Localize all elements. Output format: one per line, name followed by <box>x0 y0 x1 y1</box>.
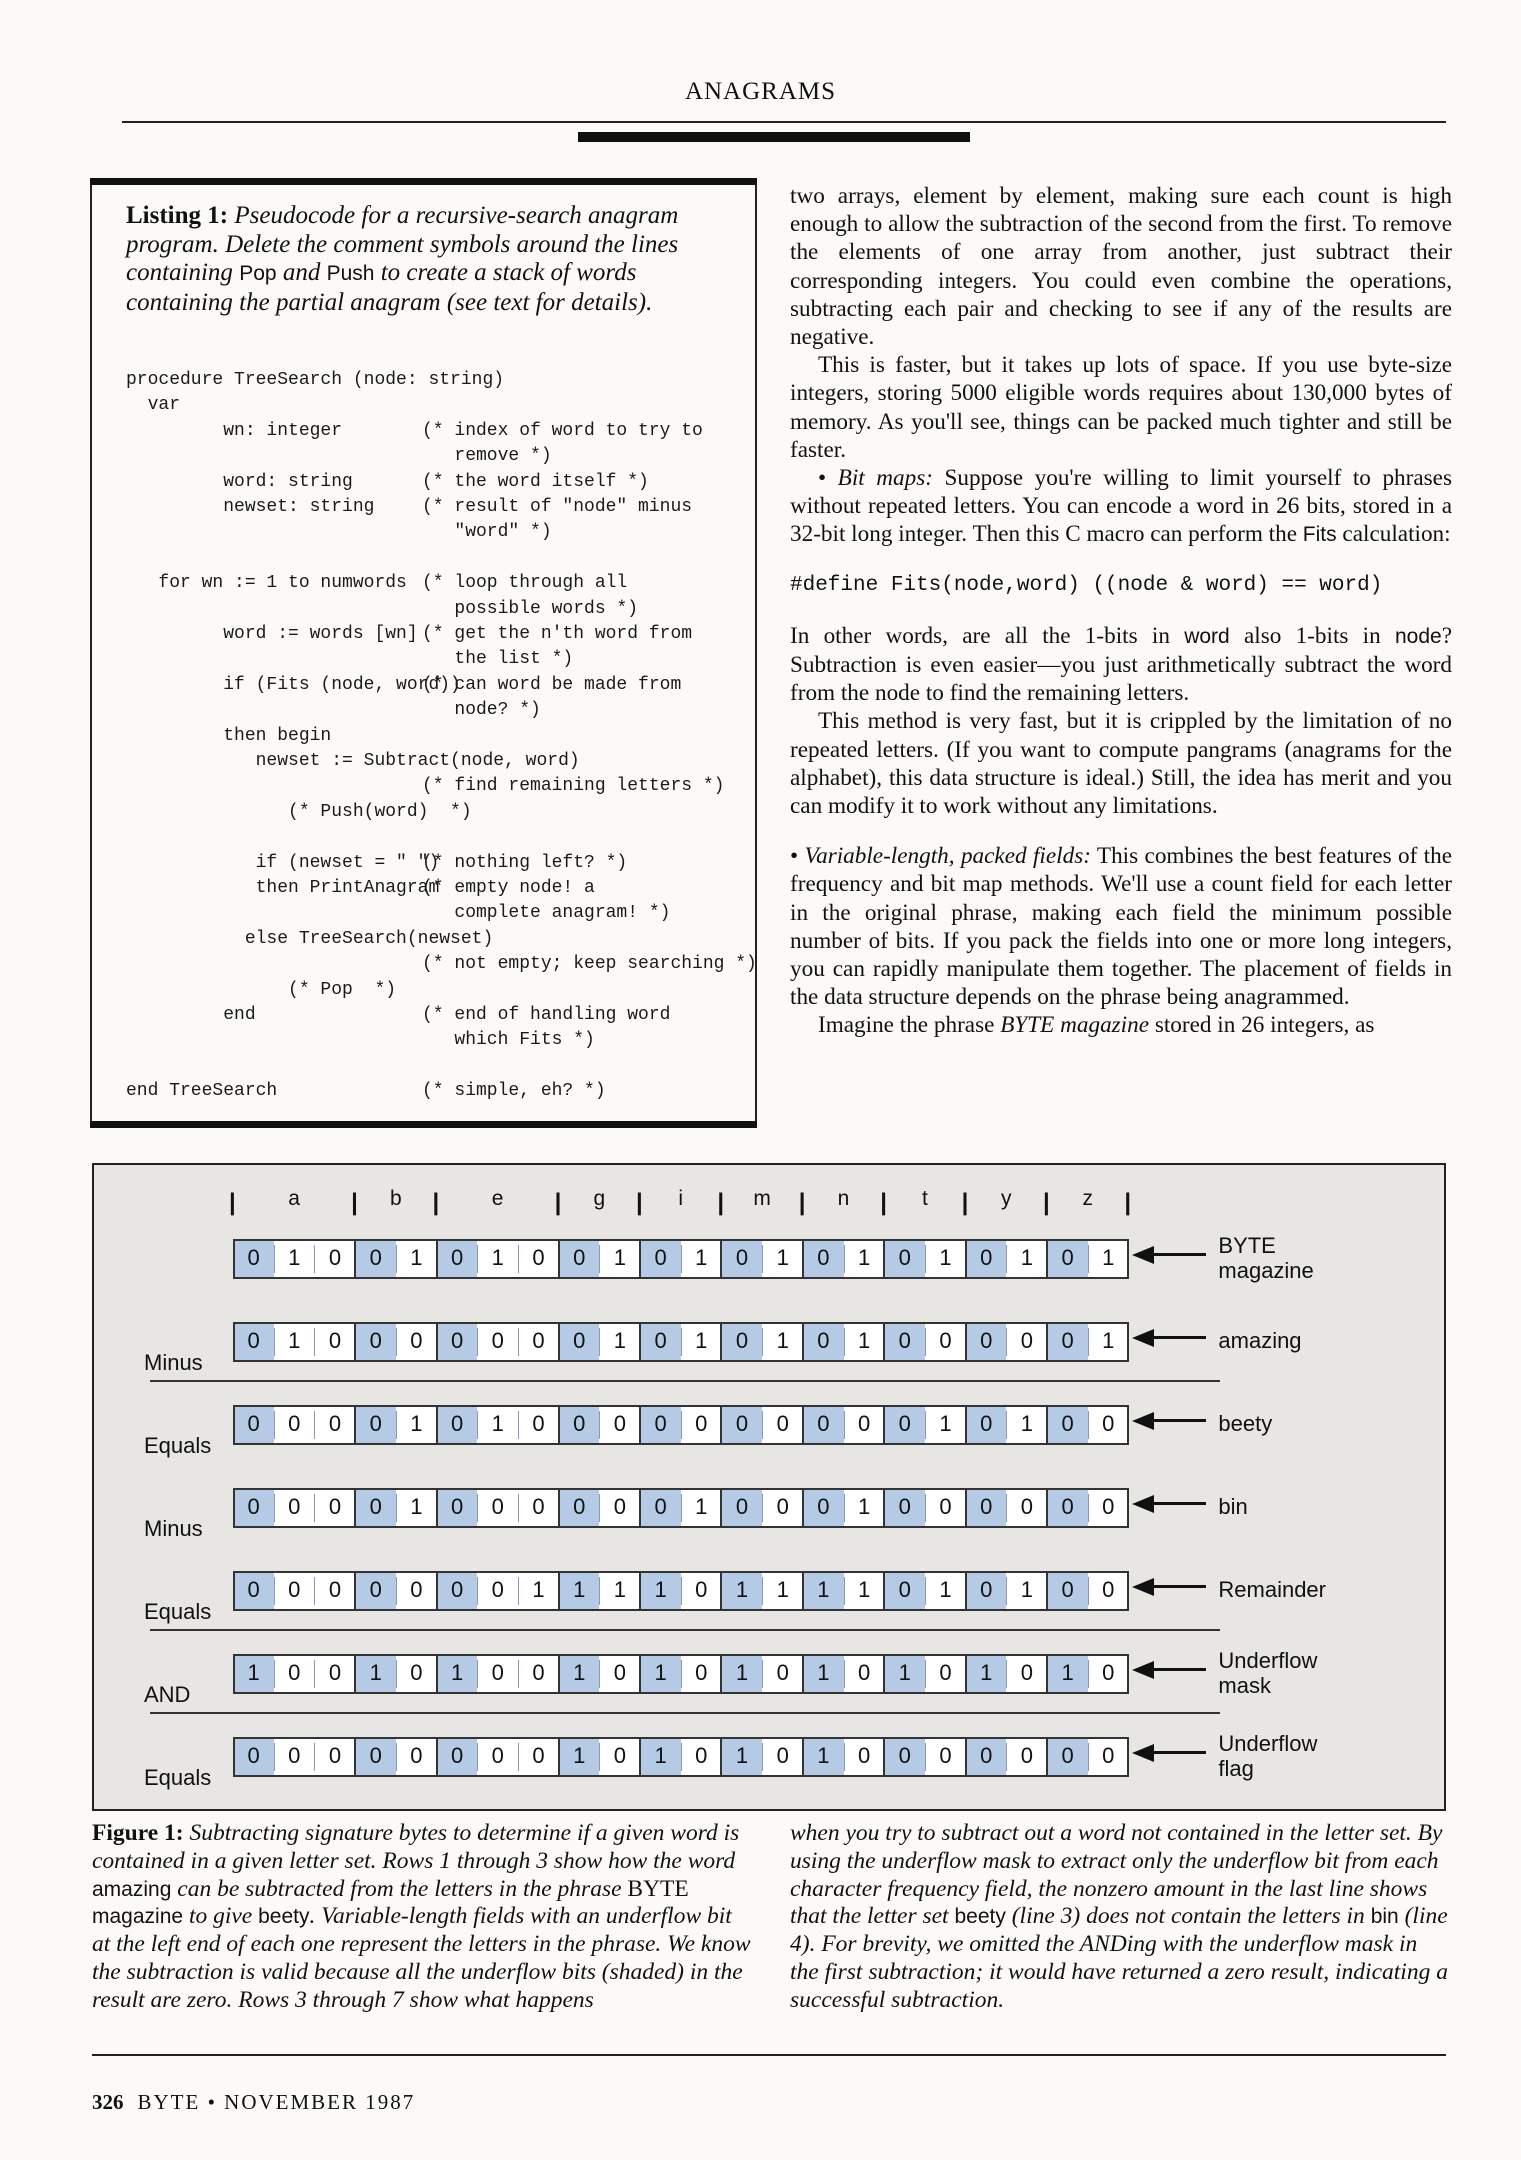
underflow-bit: 0 <box>559 1239 600 1279</box>
underflow-bit: 0 <box>437 1737 478 1777</box>
count-bit: 0 <box>314 1654 355 1694</box>
listing-caption-text: and <box>276 259 327 286</box>
operation-label: Equals <box>144 1765 212 1790</box>
count-bit: 1 <box>599 1239 640 1279</box>
figure-label: Figure 1: <box>92 1820 184 1846</box>
count-bit: 1 <box>762 1322 803 1362</box>
count-bit: 0 <box>314 1571 355 1611</box>
caption-text: when you try to subtract out a word not contained in the letter set. By using the underflow mask to extract only the underflow bit from each character frequency field, the nonzero amount in the last line shows that the letter set <box>790 1820 1443 1930</box>
underflow-bit: 0 <box>966 1488 1007 1528</box>
code-line: else TreeSearch(newset) <box>126 928 494 949</box>
count-bit: 0 <box>518 1737 559 1777</box>
count-bit: 0 <box>762 1737 803 1777</box>
paragraph <box>790 1011 1452 1039</box>
folio <box>92 2090 415 2115</box>
underflow-bit: 0 <box>640 1239 681 1279</box>
count-bit: 0 <box>925 1737 966 1777</box>
count-bit: 0 <box>274 1405 315 1445</box>
count-bit: 0 <box>518 1405 559 1445</box>
count-bit: 1 <box>681 1488 722 1528</box>
underflow-bit: 0 <box>233 1405 274 1445</box>
term: Variable-length, packed fields: <box>804 843 1091 870</box>
underflow-bit: 1 <box>884 1654 925 1694</box>
count-bit: 0 <box>518 1239 559 1279</box>
count-bit: 1 <box>844 1488 885 1528</box>
count-bit: 0 <box>477 1322 518 1362</box>
code-comment: (* not empty; keep searching *) <box>422 954 757 975</box>
underflow-bit: 1 <box>640 1654 681 1694</box>
count-bit: 0 <box>844 1654 885 1694</box>
row-description-line: Underflow <box>1218 1648 1318 1673</box>
underflow-bit: 1 <box>233 1654 274 1694</box>
underflow-bit: 0 <box>803 1322 844 1362</box>
listing-caption-text: Pseudocode for a recursive-search anagram program. Delete the comment symbols around the lines containing <box>126 202 679 286</box>
count-bit: 0 <box>681 1405 722 1445</box>
caption-text: amazing <box>92 1877 172 1901</box>
underflow-bit: 0 <box>437 1239 478 1279</box>
bullet: • <box>818 465 838 492</box>
count-bit: 0 <box>1088 1654 1129 1694</box>
listing-caption-pop: Pop <box>239 262 277 285</box>
count-bit: 1 <box>396 1405 437 1445</box>
column-separator: | <box>432 1189 440 1216</box>
count-bit: 0 <box>274 1571 315 1611</box>
code-line: (* Push(word) *) <box>126 801 472 822</box>
count-bit: 0 <box>274 1488 315 1528</box>
operation-label: Minus <box>144 1516 203 1541</box>
code-line: word := words [wn] <box>126 624 418 644</box>
body-text-column <box>790 182 1452 1040</box>
count-bit: 0 <box>274 1737 315 1777</box>
listing-caption <box>126 202 726 317</box>
listing-caption-push: Push <box>326 262 375 285</box>
count-bit: 1 <box>925 1239 966 1279</box>
underflow-bit: 0 <box>966 1322 1007 1362</box>
count-bit: 1 <box>518 1571 559 1611</box>
count-bit: 1 <box>274 1322 315 1362</box>
underflow-bit: 1 <box>721 1654 762 1694</box>
column-letter: e <box>491 1187 504 1210</box>
underflow-bit: 0 <box>559 1488 600 1528</box>
caption-text: BYTE <box>627 1875 689 1902</box>
figure-1 <box>92 1163 1446 1811</box>
caption-text: beety <box>954 1905 1006 1929</box>
text: This combines the best features of the frequency and bit map methods. We'll use a count field for each letter in the original phrase, making each field the minimum possible number of bits. If you pack the fields into one or more long integers, you can rapidly manipulate them together. The placement of fields in the data structure depends on the phrase being anagrammed. <box>790 843 1453 1011</box>
underflow-bit: 0 <box>966 1737 1007 1777</box>
underflow-bit: 1 <box>1047 1654 1088 1694</box>
operation-label: AND <box>144 1682 191 1707</box>
column-separator: | <box>1124 1189 1132 1216</box>
count-bit: 0 <box>599 1737 640 1777</box>
column-separator: | <box>554 1189 562 1216</box>
count-bit: 0 <box>314 1488 355 1528</box>
magazine-info: BYTE • NOVEMBER 1987 <box>137 2090 416 2114</box>
column-letter: y <box>1001 1187 1012 1210</box>
paragraph <box>790 464 1452 550</box>
count-bit: 1 <box>925 1571 966 1611</box>
underflow-bit: 0 <box>884 1571 925 1611</box>
code-line: if (newset = " ") <box>126 852 440 873</box>
underflow-bit: 0 <box>966 1571 1007 1611</box>
code-line: end TreeSearch <box>126 1081 278 1102</box>
underflow-bit: 1 <box>803 1654 844 1694</box>
text: also 1-bits in <box>1229 622 1395 649</box>
code-line: procedure TreeSearch (node: string) <box>126 370 505 390</box>
underflow-bit: 0 <box>437 1488 478 1528</box>
count-bit: 0 <box>477 1488 518 1528</box>
caption-text: bin <box>1370 1905 1399 1929</box>
underflow-bit: 1 <box>721 1571 762 1611</box>
count-bit: 1 <box>1006 1571 1047 1611</box>
underflow-bit: 0 <box>640 1322 681 1362</box>
count-bit: 0 <box>1088 1737 1129 1777</box>
caption-text: magazine <box>92 1905 184 1929</box>
underflow-bit: 1 <box>803 1737 844 1777</box>
underflow-bit: 0 <box>559 1322 600 1362</box>
underflow-bit: 0 <box>803 1488 844 1528</box>
underflow-bit: 0 <box>559 1405 600 1445</box>
count-bit: 0 <box>925 1488 966 1528</box>
count-bit: 0 <box>396 1322 437 1362</box>
count-bit: 1 <box>1088 1322 1129 1362</box>
count-bit: 1 <box>844 1322 885 1362</box>
underflow-bit: 1 <box>803 1571 844 1611</box>
count-bit: 1 <box>925 1405 966 1445</box>
caption-text: to give <box>183 1903 259 1930</box>
column-letter: t <box>921 1187 928 1210</box>
count-bit: 0 <box>1088 1405 1129 1445</box>
underflow-bit: 1 <box>355 1654 396 1694</box>
count-bit: 0 <box>518 1322 559 1362</box>
underflow-bit: 0 <box>803 1405 844 1445</box>
code-comment: which Fits *) <box>422 1030 595 1051</box>
count-bit: 0 <box>681 1571 722 1611</box>
underflow-bit: 0 <box>884 1405 925 1445</box>
underflow-bit: 0 <box>355 1737 396 1777</box>
paragraph: This is faster, but it takes up lots of space. If you use byte-size integers, storing 5000 eligible words requires about 130,000 bytes of memory. As you'll see, things can be packed much tighter and still be faster. <box>790 352 1452 463</box>
count-bit: 1 <box>1006 1239 1047 1279</box>
count-bit: 1 <box>274 1239 315 1279</box>
text: In other words, are all the 1-bits in <box>790 622 1185 649</box>
code-line: then begin <box>126 725 332 746</box>
column-letter: m <box>753 1187 771 1210</box>
count-bit: 0 <box>477 1571 518 1611</box>
count-bit: 1 <box>477 1405 518 1445</box>
underflow-bit: 0 <box>884 1488 925 1528</box>
underflow-bit: 1 <box>640 1737 681 1777</box>
count-bit: 1 <box>681 1239 722 1279</box>
row-description-line: BYTE <box>1218 1233 1276 1258</box>
underflow-bit: 0 <box>1047 1571 1088 1611</box>
code-comment: "word" *) <box>422 522 552 543</box>
count-bit: 0 <box>925 1654 966 1694</box>
paragraph: This method is very fast, but it is crippled by the limitation of no repeated letters. (If you want to compute pangrams (anagrams for the alphabet), this data structure is ideal.) Still, the idea has merit and you can modify it to work without any limitations. <box>790 708 1452 820</box>
underflow-bit: 1 <box>437 1654 478 1694</box>
column-letter: z <box>1082 1187 1093 1210</box>
count-bit: 0 <box>762 1654 803 1694</box>
caption-text: can be subtracted from the letters in the phrase <box>171 1875 628 1902</box>
column-separator: | <box>798 1189 806 1216</box>
count-bit: 1 <box>599 1571 640 1611</box>
count-bit: 0 <box>1088 1488 1129 1528</box>
operation-label: Equals <box>144 1433 212 1458</box>
underflow-bit: 0 <box>803 1239 844 1279</box>
column-letter: i <box>678 1187 684 1210</box>
caption-text: (line 3) does not contain the letters in <box>1005 1903 1371 1930</box>
code-comment: (* nothing left? *) <box>422 852 628 873</box>
underflow-bit: 0 <box>640 1405 681 1445</box>
operation-label: Equals <box>144 1599 212 1624</box>
underflow-bit: 1 <box>721 1737 762 1777</box>
column-separator: | <box>1043 1189 1050 1216</box>
inline-code: Fits <box>1302 523 1337 547</box>
count-bit: 0 <box>477 1737 518 1777</box>
caption-text: (line 4). For brevity, we omitted the ANDing with the underflow mask in the first subtraction; it would have returned a zero result, indicating a successful subtraction. <box>790 1903 1448 2013</box>
underflow-bit: 0 <box>355 1322 396 1362</box>
underflow-bit: 0 <box>233 1571 274 1611</box>
underflow-bit: 0 <box>966 1405 1007 1445</box>
underflow-bit: 0 <box>355 1405 396 1445</box>
count-bit: 0 <box>396 1654 437 1694</box>
count-bit: 1 <box>681 1322 722 1362</box>
underflow-bit: 0 <box>721 1322 762 1362</box>
text: stored in 26 integers, as <box>1149 1012 1375 1039</box>
underflow-bit: 0 <box>233 1737 274 1777</box>
paragraph <box>790 842 1452 1011</box>
code-line: for wn := 1 to numwords <box>126 573 407 594</box>
count-bit: 0 <box>599 1405 640 1445</box>
count-bit: 1 <box>762 1239 803 1279</box>
underflow-bit: 0 <box>355 1488 396 1528</box>
row-description-line: beety <box>1218 1411 1273 1436</box>
header-bar <box>578 132 970 142</box>
count-bit: 0 <box>1006 1737 1047 1777</box>
text: Suppose you're willing to limit yourself to phrases without repeated letters. You can encode a word in 26 bits, stored in a 32-bit long integer. Then this C macro can perform the <box>790 465 1452 548</box>
count-bit: 0 <box>1006 1322 1047 1362</box>
underflow-bit: 0 <box>884 1322 925 1362</box>
running-head: ANAGRAMS <box>684 78 837 105</box>
underflow-bit: 0 <box>437 1405 478 1445</box>
text: BYTE magazine <box>1000 1012 1150 1039</box>
code-comment: possible words *) <box>422 598 639 619</box>
count-bit: 0 <box>396 1737 437 1777</box>
underflow-bit: 0 <box>437 1322 478 1362</box>
code-line: (* Pop *) <box>126 979 397 1000</box>
underflow-bit: 0 <box>1047 1239 1088 1279</box>
count-bit: 0 <box>1006 1488 1047 1528</box>
underflow-bit: 1 <box>559 1654 600 1694</box>
count-bit: 1 <box>1088 1239 1129 1279</box>
listing-label: Listing 1: <box>126 202 229 229</box>
text: Imagine the phrase <box>818 1012 1001 1039</box>
count-bit: 1 <box>844 1239 885 1279</box>
figure-caption-left <box>92 1820 752 2015</box>
code-comment: (* the word itself *) <box>422 471 649 492</box>
code-comment: (* result of "node" minus <box>422 497 693 517</box>
underflow-bit: 1 <box>640 1571 681 1611</box>
bullet: • <box>790 843 805 870</box>
underflow-bit: 1 <box>966 1654 1007 1694</box>
code-line: word: string <box>126 471 353 492</box>
code-comment: the list *) <box>422 649 574 670</box>
code-comment: complete anagram! *) <box>422 903 671 924</box>
count-bit: 0 <box>274 1654 315 1694</box>
column-separator: | <box>636 1189 643 1216</box>
code-comment: (* can word be made from <box>422 674 682 695</box>
column-letter: n <box>837 1187 850 1210</box>
underflow-bit: 0 <box>355 1571 396 1611</box>
inline-code: word <box>1184 624 1230 648</box>
page-number: 326 <box>92 2090 124 2114</box>
column-separator: | <box>229 1189 236 1216</box>
count-bit: 1 <box>396 1488 437 1528</box>
underflow-bit: 1 <box>559 1571 600 1611</box>
count-bit: 0 <box>477 1654 518 1694</box>
inline-code: node <box>1394 624 1442 648</box>
column-letter: b <box>389 1187 402 1210</box>
underflow-bit: 0 <box>233 1239 274 1279</box>
row-description-line: bin <box>1218 1494 1248 1519</box>
count-bit: 0 <box>681 1737 722 1777</box>
count-bit: 0 <box>599 1654 640 1694</box>
count-bit: 0 <box>1006 1654 1047 1694</box>
underflow-bit: 0 <box>640 1488 681 1528</box>
column-separator: | <box>961 1189 969 1216</box>
code-comment: remove *) <box>422 446 552 467</box>
listing-bottom-bar <box>90 1121 757 1128</box>
row-description-line: Remainder <box>1218 1577 1326 1602</box>
underflow-bit: 0 <box>721 1405 762 1445</box>
code-line: wn: integer <box>126 420 343 441</box>
column-separator: | <box>351 1189 358 1216</box>
count-bit: 0 <box>762 1488 803 1528</box>
count-bit: 1 <box>477 1239 518 1279</box>
code-comment: node? *) <box>422 700 541 721</box>
text: ? Subtraction is even easier—you just arithmetically subtract the word from the node to find the remaining letters. <box>790 622 1452 707</box>
underflow-bit: 0 <box>355 1239 396 1279</box>
count-bit: 0 <box>925 1322 966 1362</box>
underflow-bit: 0 <box>884 1737 925 1777</box>
count-bit: 0 <box>599 1488 640 1528</box>
count-bit: 1 <box>844 1571 885 1611</box>
paragraph: two arrays, element by element, making sure each count is high enough to allow the subtraction of the second from the first. To remove the elements of one array from another, just subtract their corresponding integers. You could even combine the operations, subtracting each pair and checking to see if any of the results are negative. <box>790 183 1452 351</box>
underflow-bit: 0 <box>1047 1405 1088 1445</box>
caption-text: Subtracting signature bytes to determine if a given word is contained in a given letter set. Rows 1 through 3 show how the word <box>92 1820 740 1874</box>
column-letter: a <box>288 1187 300 1210</box>
count-bit: 0 <box>518 1488 559 1528</box>
count-bit: 0 <box>314 1405 355 1445</box>
count-bit: 0 <box>518 1654 559 1694</box>
column-separator: | <box>880 1189 887 1216</box>
count-bit: 0 <box>762 1405 803 1445</box>
code-line: newset: string <box>126 497 375 517</box>
underflow-bit: 0 <box>1047 1488 1088 1528</box>
footer-rule <box>92 2054 1446 2056</box>
code-comment: (* loop through all <box>422 573 628 594</box>
term: Bit maps: <box>837 465 933 492</box>
caption-text: . Variable-length fields with an underflow bit at the left end of each one represent the letters in the phrase. We know the subtraction is valid because all the underflow bits (shaded) in the result are zero. Rows 3 through 7 show what happens <box>92 1903 751 2013</box>
count-bit: 1 <box>1006 1405 1047 1445</box>
underflow-bit: 0 <box>966 1239 1007 1279</box>
column-separator: | <box>717 1189 725 1216</box>
code-comment: (* index of word to try to <box>422 420 703 441</box>
underflow-bit: 0 <box>884 1239 925 1279</box>
code-line: newset := Subtract(node, word) <box>126 751 580 771</box>
count-bit: 0 <box>681 1654 722 1694</box>
row-description-line: mask <box>1218 1673 1271 1698</box>
header-rule <box>122 121 1446 123</box>
operation-label: Minus <box>144 1350 203 1375</box>
count-bit: 0 <box>314 1737 355 1777</box>
text: calculation: <box>1336 521 1451 548</box>
code-comment: (* get the n'th word from <box>422 624 693 644</box>
count-bit: 0 <box>1088 1571 1129 1611</box>
code-line: var <box>126 395 181 416</box>
column-letter: g <box>593 1187 606 1210</box>
paragraph <box>790 622 1452 708</box>
underflow-bit: 0 <box>721 1239 762 1279</box>
row-description-line: flag <box>1218 1756 1254 1781</box>
code-macro: #define Fits(node,word) ((node & word) == word) <box>790 573 1383 597</box>
code-line: if (Fits (node, word)) <box>126 674 461 695</box>
row-description-line: amazing <box>1218 1328 1302 1353</box>
count-bit: 0 <box>844 1737 885 1777</box>
underflow-bit: 0 <box>233 1322 274 1362</box>
code-comment: (* simple, eh? *) <box>422 1081 606 1102</box>
count-bit: 0 <box>314 1322 355 1362</box>
count-bit: 0 <box>314 1239 355 1279</box>
underflow-bit: 1 <box>559 1737 600 1777</box>
code-comment: (* empty node! a <box>422 878 595 898</box>
count-bit: 1 <box>762 1571 803 1611</box>
underflow-bit: 0 <box>437 1571 478 1611</box>
underflow-bit: 0 <box>1047 1322 1088 1362</box>
underflow-bit: 0 <box>721 1488 762 1528</box>
listing-caption-text: to create a stack of words containing the partial anagram (see text for details). <box>126 259 653 316</box>
figure-caption-right <box>790 1820 1450 2015</box>
count-bit: 0 <box>844 1405 885 1445</box>
count-bit: 0 <box>396 1571 437 1611</box>
count-bit: 1 <box>599 1322 640 1362</box>
caption-text: beety <box>258 1905 310 1929</box>
row-description-line: Underflow <box>1218 1731 1318 1756</box>
listing-top-bar <box>90 178 757 185</box>
count-bit: 1 <box>396 1239 437 1279</box>
underflow-bit: 0 <box>233 1488 274 1528</box>
code-comment: (* end of handling word <box>422 1005 671 1025</box>
underflow-bit: 0 <box>1047 1737 1088 1777</box>
code-line: end <box>126 1005 256 1025</box>
code-line: then PrintAnagram <box>126 878 440 898</box>
code-comment: (* find remaining letters *) <box>422 776 725 797</box>
row-description-line: magazine <box>1218 1258 1314 1283</box>
